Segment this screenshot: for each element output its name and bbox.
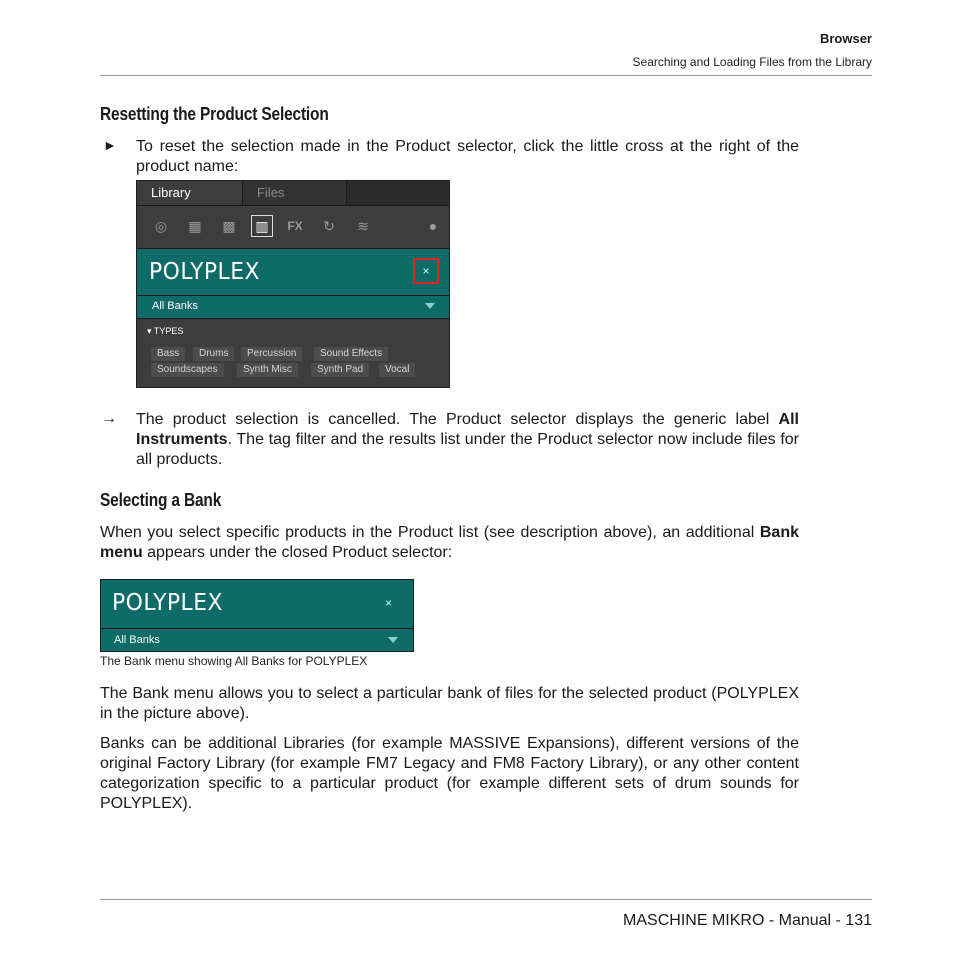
tag-bass[interactable]: Bass xyxy=(151,347,185,361)
instruction-text: To reset the selection made in the Product selector, click the little cross at the right of the product name: xyxy=(136,138,799,175)
types-label: TYPES xyxy=(153,326,184,336)
bank-menu[interactable] xyxy=(101,628,413,652)
intro-bold: Bank menu xyxy=(100,524,799,561)
project-icon[interactable]: ▦ xyxy=(188,218,202,234)
product-name: POLYPLEX xyxy=(112,590,223,616)
close-icon[interactable]: × xyxy=(385,596,393,610)
result-text-bold: All Instruments xyxy=(136,411,799,448)
footer-divider xyxy=(100,899,872,900)
bullet-icon: ► xyxy=(103,137,117,153)
loop-icon[interactable]: ↻ xyxy=(323,218,335,234)
intro-part1: When you select specific products in the Product list (see description above), an additional xyxy=(100,524,760,541)
user-icon[interactable]: ● xyxy=(428,218,438,234)
product-selector[interactable] xyxy=(137,248,449,296)
chevron-down-icon xyxy=(388,637,398,643)
tab-library[interactable]: Library xyxy=(137,181,242,205)
page-footer: MASCHINE MIKRO - Manual - 131 xyxy=(623,912,872,929)
heading-selecting-bank: Selecting a Bank xyxy=(100,490,222,510)
sample-icon[interactable]: ≋ xyxy=(357,218,369,234)
tag-vocal[interactable]: Vocal xyxy=(379,363,415,377)
tag-synth-pad[interactable]: Synth Pad xyxy=(311,363,369,377)
result-text-part1: The product selection is cancelled. The Product selector displays the generic label xyxy=(136,411,779,428)
tag-sound-effects[interactable]: Sound Effects xyxy=(314,347,388,361)
result-text-part2: . The tag filter and the results list under the Product selector now include files for all products. xyxy=(136,431,799,468)
bank-menu-label: All Banks xyxy=(114,634,160,646)
result-text xyxy=(136,410,799,470)
tag-percussion[interactable]: Percussion xyxy=(241,347,302,361)
file-type-icon-bar xyxy=(137,206,449,248)
bank-menu-label: All Banks xyxy=(152,300,198,312)
bank-menu-description: The Bank menu allows you to select a particular bank of files for the selected product (POLYPLEX in the picture above). xyxy=(100,685,799,722)
heading-resetting: Resetting the Product Selection xyxy=(100,104,329,124)
section-title: Browser xyxy=(819,31,872,46)
bank-menu[interactable] xyxy=(137,295,449,319)
chevron-down-icon xyxy=(425,303,435,309)
tag-soundscapes[interactable]: Soundscapes xyxy=(151,363,224,377)
figure-caption: The Bank menu showing All Banks for POLYPLEX xyxy=(100,654,368,668)
group-icon[interactable]: ▩ xyxy=(222,218,236,234)
bank-intro-text xyxy=(100,523,799,563)
subsection-title: Searching and Loading Files from the Library xyxy=(632,55,872,69)
close-icon[interactable]: × xyxy=(422,264,430,278)
triangle-down-icon: ▾ xyxy=(147,326,152,336)
effect-icon[interactable]: FX xyxy=(287,219,303,233)
tag-drums[interactable]: Drums xyxy=(193,347,234,361)
bank-menu-screenshot xyxy=(100,579,414,652)
close-highlight xyxy=(413,258,439,284)
header-divider xyxy=(100,75,872,76)
instrument-icon[interactable]: ▥ xyxy=(251,215,273,237)
tab-files[interactable]: Files xyxy=(242,181,347,205)
banks-description: Banks can be additional Libraries (for example MASSIVE Expansions), different versions of the original Factory Library (for example FM7 Legacy and FM8 Factory Library), or any other content categorization specific to a particular product (for example different sets of drum sounds for POLYPLEX). xyxy=(100,735,799,812)
tag-synth-misc[interactable]: Synth Misc xyxy=(237,363,298,377)
types-header[interactable] xyxy=(147,326,183,337)
product-name: POLYPLEX xyxy=(149,259,260,285)
result-arrow-icon: → xyxy=(101,410,117,427)
browser-screenshot xyxy=(136,180,450,388)
browser-tabs xyxy=(137,181,449,206)
all-files-icon[interactable]: ◎ xyxy=(154,218,168,234)
intro-part2: appears under the closed Product selector: xyxy=(142,544,453,561)
